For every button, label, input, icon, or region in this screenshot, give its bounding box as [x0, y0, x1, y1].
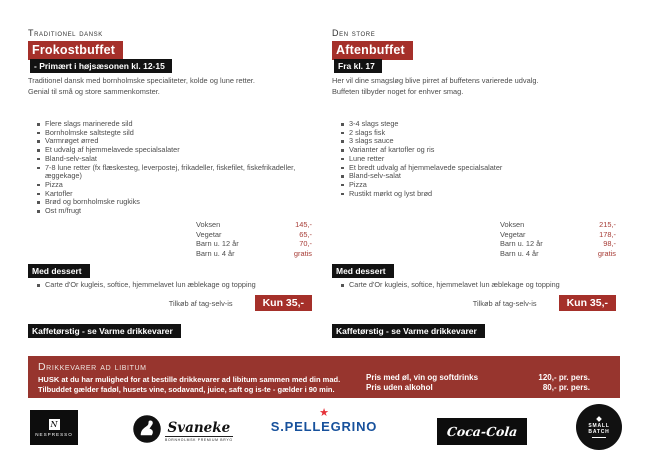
- lunch-intro: [28, 75, 312, 97]
- price-row: [196, 239, 312, 249]
- price-row: [196, 220, 312, 230]
- addon-label: Tilkøb af tag-selv-is: [472, 298, 537, 308]
- round-badge-logo: [576, 404, 622, 450]
- price-label: Vegetar: [500, 229, 526, 239]
- nespresso-wordmark: NESPRESSO: [35, 431, 73, 437]
- lunch-item-list: [36, 120, 312, 216]
- lunch-buffet-section: [28, 28, 312, 368]
- evening-coffee-note-banner: Kaffetørstig - se Varme drikkevarer: [332, 324, 485, 338]
- intro-line: Buffeten tilbyder noget for enhver smag.: [332, 87, 464, 96]
- price-row: [196, 230, 312, 240]
- menu-item: Bornholmske saltstegte sild: [36, 129, 312, 138]
- price-value: 65,-: [299, 229, 312, 239]
- svaneke-tagline: BORNHOLMSK PREMIUM BRYG: [165, 437, 233, 442]
- price-value: 98,-: [603, 239, 616, 248]
- price-row: [500, 220, 616, 230]
- price-value: 70,-: [299, 239, 312, 248]
- badge-divider: [592, 437, 606, 438]
- price-value: gratis: [293, 248, 312, 258]
- lunch-icecream-addon: [169, 295, 312, 311]
- evening-item-list: [340, 120, 616, 198]
- menu-item: Kartofler: [36, 190, 312, 199]
- drinks-price-row: [366, 373, 590, 383]
- drinks-banner-title: Drikkevarer ad libitum: [38, 361, 147, 373]
- drinks-price-value: 80,- pr. pers.: [542, 382, 590, 392]
- nespresso-logo: [30, 410, 78, 445]
- menu-item: Rustikt mørkt og lyst brød: [340, 190, 616, 199]
- svaneke-logo: [132, 414, 244, 448]
- menu-item: 3 slags sauce: [340, 137, 616, 146]
- menu-item: Varmrøget ørred: [36, 137, 312, 146]
- price-row: [500, 249, 616, 259]
- price-row: [500, 230, 616, 240]
- price-label: Voksen: [500, 220, 525, 229]
- drinks-price-list: [366, 373, 590, 392]
- pellegrino-star-icon: ★: [319, 407, 329, 419]
- menu-item: Flere slags marinerede sild: [36, 120, 312, 129]
- svaneke-wordmark: Svaneke: [167, 419, 231, 436]
- menu-item: Et bredt udvalg af hjemmelavede specialsalater: [340, 164, 616, 173]
- evening-buffet-section: [332, 28, 616, 368]
- price-label: Barn u. 12 år: [196, 239, 239, 248]
- badge-line-2: BATCH: [588, 428, 610, 435]
- badge-emblem-icon: [596, 416, 602, 422]
- menu-item: 2 slags fisk: [340, 129, 616, 138]
- evening-title-banner: Aftenbuffet: [332, 41, 413, 60]
- drinks-ad-libitum-banner: [28, 356, 620, 398]
- addon-price-badge: Kun 35,-: [255, 295, 312, 311]
- intro-line: Traditionel dansk med bornholmske specialiteter, kolde og lune retter.: [28, 76, 255, 85]
- drinks-banner-line: HUSK at du har mulighed for at bestille drikkevarer ad libitum sammen med din mad.: [38, 375, 341, 384]
- evening-icecream-addon: [473, 295, 616, 311]
- menu-item: Ost m/frugt: [36, 207, 312, 216]
- lunch-dessert-item: Carte d'Or kugleis, softice, hjemmelavet lun æblekage og topping: [36, 281, 312, 290]
- drinks-price-label: Pris med øl, vin og softdrinks: [366, 373, 479, 382]
- evening-subtitle-banner: Fra kl. 17: [334, 59, 382, 73]
- menu-item: 7-8 lune retter (fx flæskesteg, leverpostej, frikadeller, fiskefilet, fiskefrikadeller, æggekage): [36, 164, 312, 181]
- intro-line: Genial til små og store sammenkomster.: [28, 87, 160, 96]
- price-label: Vegetar: [196, 229, 222, 239]
- pellegrino-wordmark: S.PELLEGRINO: [270, 419, 378, 434]
- price-label: Voksen: [196, 220, 221, 229]
- menu-item: Lune retter: [340, 155, 616, 164]
- intro-line: Her vil dine smagsløg blive pirret af buffetens varierede udvalg.: [332, 76, 539, 85]
- svaneke-swan-icon: [132, 414, 162, 449]
- price-value: 178,-: [599, 229, 616, 239]
- evening-intro: [332, 75, 616, 97]
- drinks-price-label: Pris uden alkohol: [366, 382, 433, 392]
- price-label: Barn u. 4 år: [196, 248, 235, 258]
- price-row: [196, 249, 312, 259]
- menu-item: Et udvalg af hjemmelavede specialsalater: [36, 146, 312, 155]
- cocacola-logo: [437, 418, 527, 445]
- lunch-coffee-note-banner: Kaffetørstig - se Varme drikkevarer: [28, 324, 181, 338]
- svaneke-text: [165, 421, 233, 442]
- lunch-title-banner: Frokostbuffet: [28, 41, 123, 60]
- menu-item: 3-4 slags stege: [340, 120, 616, 129]
- addon-label: Tilkøb af tag-selv-is: [168, 298, 233, 308]
- lunch-eyebrow: Traditionel dansk: [28, 28, 103, 38]
- drinks-banner-line: Tilbuddet gælder fadøl, husets vine, sodavand, juice, saft og is-te - gælder i 90 min.: [38, 384, 335, 394]
- menu-item: Varianter af kartofler og ris: [340, 146, 616, 155]
- price-value: 215,-: [599, 220, 616, 229]
- menu-item: Pizza: [36, 181, 312, 190]
- evening-dessert-item: Carte d'Or kugleis, softice, hjemmelavet lun æblekage og topping: [340, 281, 616, 290]
- drinks-price-row: [366, 383, 590, 393]
- price-label: Barn u. 4 år: [500, 248, 539, 258]
- menu-item: Bland-selv-salat: [36, 155, 312, 164]
- price-row: [500, 239, 616, 249]
- nespresso-monogram-icon: N: [50, 419, 58, 429]
- price-label: Barn u. 12 år: [500, 239, 543, 248]
- lunch-subtitle-banner: - Primært i højsæsonen kl. 12-15: [30, 59, 172, 73]
- cocacola-wordmark: Coca-Cola: [446, 424, 518, 439]
- menu-item: Pizza: [340, 181, 616, 190]
- lunch-price-list: [196, 220, 312, 258]
- menu-item: Bland-selv-salat: [340, 172, 616, 181]
- badge-line-1: SMALL: [588, 422, 610, 429]
- lunch-dessert-banner: Med dessert: [28, 264, 90, 278]
- evening-dessert-banner: Med dessert: [332, 264, 394, 278]
- evening-eyebrow: Den store: [332, 28, 376, 38]
- price-value: gratis: [597, 248, 616, 258]
- spellegrino-logo: [255, 407, 393, 449]
- price-value: 145,-: [295, 220, 312, 229]
- menu-item: Brød og bornholmske rugkiks: [36, 198, 312, 207]
- addon-price-badge: Kun 35,-: [559, 295, 616, 311]
- drinks-price-value: 120,- pr. pers.: [538, 373, 590, 382]
- evening-price-list: [500, 220, 616, 258]
